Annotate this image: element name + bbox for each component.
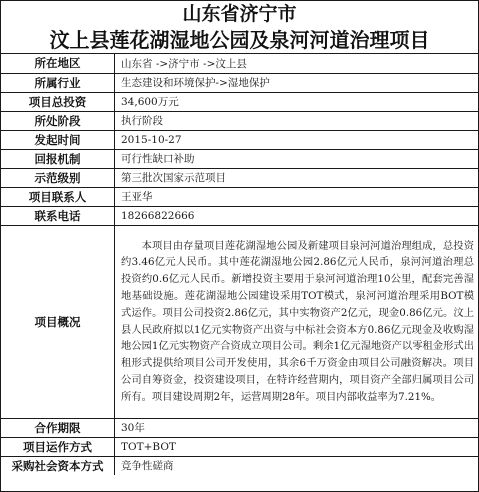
row-label: 回报机制 <box>1 149 115 168</box>
row-value: 34,600万元 <box>115 92 479 111</box>
overview-label: 项目概况 <box>1 225 115 418</box>
row-label: 采购社会资本方式 <box>1 456 115 475</box>
row-value: 第三批次国家示范项目 <box>115 168 479 187</box>
title-project-name: 汶上县莲花湖湿地公园及泉河河道治理项目 <box>49 28 430 52</box>
table-row-overview <box>1 225 478 418</box>
row-value: 执行阶段 <box>115 111 479 130</box>
row-label: 所属行业 <box>1 73 115 92</box>
title-block <box>1 1 478 54</box>
table-row <box>1 437 478 456</box>
table-row <box>1 418 478 437</box>
row-label: 联系电话 <box>1 206 115 225</box>
table-row <box>1 149 478 168</box>
row-value: TOT+BOT <box>115 437 479 456</box>
row-label: 示范级别 <box>1 168 115 187</box>
row-label: 项目联系人 <box>1 187 115 206</box>
row-label: 发起时间 <box>1 130 115 149</box>
row-value: 竞争性磋商 <box>115 456 479 475</box>
table-row <box>1 206 478 225</box>
row-value: 王亚华 <box>115 187 479 206</box>
row-value: 18266822666 <box>115 206 479 225</box>
overview-text: 本项目由存量项目莲花湖湿地公园及新建项目泉河河道治理组成，总投资约3.46亿元人民币。其中莲花湖湿地公园2.86亿元人民币，泉河河道治理总投资约0.6亿元人民币。新增投资主要用于泉河河道治理10公里，配套完善湿地基础设施。莲花湖湿地公园建设采用TOT模式，泉河河道治理采用BOT模式运作。项目公司投资2.86亿元，其中实物资产2亿元，现金0.86亿元。汶上县人民政府拟以1亿元实物资产出资与中标社会资本方0.86亿元现金及收购湿地公园1亿元实物资产合资成立项目公司。剩余1亿元湿地资产以零租金形式出租形式提供给项目公司开发使用，其余6千万资金由项目公司融资解决。项目公司自筹资金，投资建设项目，在特许经营期内，项目资产全部归属项目公司所有。项目建设周期2年，运营周期28年。项目内部收益率为7.21%。 <box>115 225 479 418</box>
row-value: 30年 <box>115 418 479 437</box>
row-label: 所处阶段 <box>1 111 115 130</box>
info-table <box>1 54 478 475</box>
row-value: 生态建设和环境保护->湿地保护 <box>115 73 479 92</box>
row-label: 所在地区 <box>1 54 115 73</box>
row-label: 项目运作方式 <box>1 437 115 456</box>
table-row <box>1 54 478 73</box>
table-row <box>1 456 478 475</box>
table-row <box>1 111 478 130</box>
table-row <box>1 92 478 111</box>
row-value: 山东省 ->济宁市 ->汶上县 <box>121 57 247 70</box>
table-row <box>1 73 478 92</box>
table-row <box>1 187 478 206</box>
row-label: 合作期限 <box>1 418 115 437</box>
table-row <box>1 168 478 187</box>
row-label: 项目总投资 <box>1 92 115 111</box>
table-row <box>1 130 478 149</box>
row-value: 可行性缺口补助 <box>115 149 479 168</box>
title-region: 山东省济宁市 <box>182 3 297 25</box>
row-value: 2015-10-27 <box>115 130 479 149</box>
